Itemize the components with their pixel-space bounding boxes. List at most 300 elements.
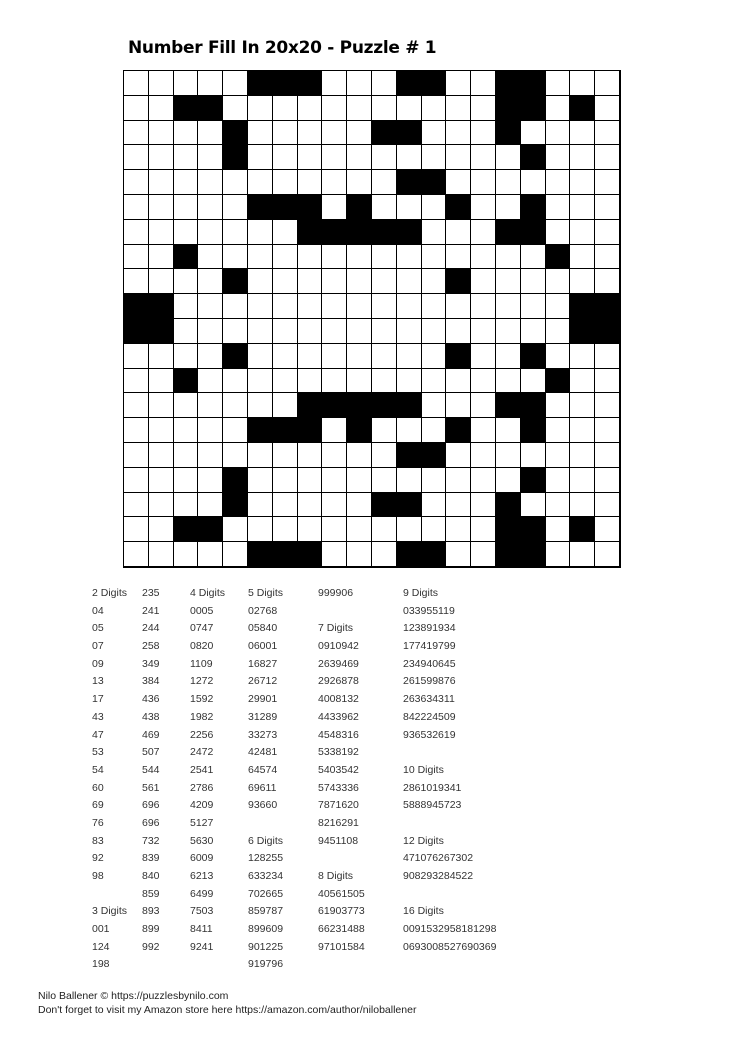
answer-cell[interactable] [397, 96, 422, 121]
answer-cell[interactable] [273, 294, 298, 319]
answer-cell[interactable] [273, 443, 298, 468]
answer-cell[interactable] [546, 542, 571, 567]
answer-cell[interactable] [322, 418, 347, 443]
answer-cell[interactable] [124, 393, 149, 418]
answer-cell[interactable] [124, 71, 149, 96]
answer-cell[interactable] [372, 170, 397, 195]
answer-cell[interactable] [198, 369, 223, 394]
answer-cell[interactable] [570, 443, 595, 468]
answer-cell[interactable] [298, 269, 323, 294]
answer-cell[interactable] [546, 493, 571, 518]
answer-cell[interactable] [372, 517, 397, 542]
answer-cell[interactable] [149, 517, 174, 542]
answer-cell[interactable] [347, 493, 372, 518]
answer-cell[interactable] [223, 170, 248, 195]
answer-cell[interactable] [223, 443, 248, 468]
answer-cell[interactable] [298, 294, 323, 319]
answer-cell[interactable] [372, 71, 397, 96]
answer-cell[interactable] [372, 344, 397, 369]
answer-cell[interactable] [174, 294, 199, 319]
answer-cell[interactable] [174, 393, 199, 418]
answer-cell[interactable] [595, 220, 620, 245]
answer-cell[interactable] [446, 319, 471, 344]
answer-cell[interactable] [496, 145, 521, 170]
answer-cell[interactable] [446, 517, 471, 542]
answer-cell[interactable] [223, 369, 248, 394]
answer-cell[interactable] [347, 443, 372, 468]
answer-cell[interactable] [298, 170, 323, 195]
answer-cell[interactable] [397, 418, 422, 443]
answer-cell[interactable] [546, 195, 571, 220]
answer-cell[interactable] [471, 195, 496, 220]
answer-cell[interactable] [198, 294, 223, 319]
answer-cell[interactable] [546, 294, 571, 319]
answer-cell[interactable] [124, 542, 149, 567]
answer-cell[interactable] [298, 121, 323, 146]
answer-cell[interactable] [298, 493, 323, 518]
answer-cell[interactable] [248, 170, 273, 195]
answer-cell[interactable] [223, 245, 248, 270]
answer-cell[interactable] [595, 145, 620, 170]
answer-cell[interactable] [347, 245, 372, 270]
answer-cell[interactable] [198, 121, 223, 146]
answer-cell[interactable] [198, 245, 223, 270]
answer-cell[interactable] [124, 145, 149, 170]
answer-cell[interactable] [322, 517, 347, 542]
answer-cell[interactable] [372, 96, 397, 121]
answer-cell[interactable] [223, 517, 248, 542]
answer-cell[interactable] [174, 443, 199, 468]
answer-cell[interactable] [322, 319, 347, 344]
answer-cell[interactable] [198, 220, 223, 245]
answer-cell[interactable] [422, 245, 447, 270]
answer-cell[interactable] [546, 517, 571, 542]
answer-cell[interactable] [496, 195, 521, 220]
answer-cell[interactable] [174, 493, 199, 518]
answer-cell[interactable] [570, 245, 595, 270]
answer-cell[interactable] [521, 121, 546, 146]
answer-cell[interactable] [124, 443, 149, 468]
answer-cell[interactable] [372, 269, 397, 294]
answer-cell[interactable] [149, 269, 174, 294]
answer-cell[interactable] [397, 145, 422, 170]
answer-cell[interactable] [595, 468, 620, 493]
answer-cell[interactable] [521, 443, 546, 468]
answer-cell[interactable] [322, 443, 347, 468]
answer-cell[interactable] [347, 294, 372, 319]
answer-cell[interactable] [149, 71, 174, 96]
answer-cell[interactable] [595, 121, 620, 146]
answer-cell[interactable] [198, 443, 223, 468]
answer-cell[interactable] [521, 294, 546, 319]
answer-cell[interactable] [273, 269, 298, 294]
answer-cell[interactable] [223, 96, 248, 121]
answer-cell[interactable] [595, 542, 620, 567]
answer-cell[interactable] [124, 170, 149, 195]
answer-cell[interactable] [273, 145, 298, 170]
answer-cell[interactable] [198, 493, 223, 518]
answer-cell[interactable] [198, 145, 223, 170]
answer-cell[interactable] [570, 542, 595, 567]
answer-cell[interactable] [273, 245, 298, 270]
answer-cell[interactable] [124, 195, 149, 220]
answer-cell[interactable] [248, 468, 273, 493]
answer-cell[interactable] [570, 393, 595, 418]
answer-cell[interactable] [198, 195, 223, 220]
answer-cell[interactable] [347, 71, 372, 96]
answer-cell[interactable] [446, 468, 471, 493]
answer-cell[interactable] [149, 542, 174, 567]
answer-cell[interactable] [471, 220, 496, 245]
answer-cell[interactable] [322, 294, 347, 319]
answer-cell[interactable] [347, 517, 372, 542]
answer-cell[interactable] [422, 96, 447, 121]
answer-cell[interactable] [347, 96, 372, 121]
answer-cell[interactable] [322, 170, 347, 195]
answer-cell[interactable] [471, 344, 496, 369]
answer-cell[interactable] [595, 344, 620, 369]
answer-cell[interactable] [273, 493, 298, 518]
answer-cell[interactable] [372, 443, 397, 468]
answer-cell[interactable] [471, 145, 496, 170]
answer-cell[interactable] [471, 542, 496, 567]
answer-cell[interactable] [422, 344, 447, 369]
answer-cell[interactable] [521, 369, 546, 394]
answer-cell[interactable] [273, 344, 298, 369]
answer-cell[interactable] [298, 145, 323, 170]
answer-cell[interactable] [347, 542, 372, 567]
answer-cell[interactable] [149, 245, 174, 270]
answer-cell[interactable] [595, 369, 620, 394]
answer-cell[interactable] [471, 418, 496, 443]
answer-cell[interactable] [248, 245, 273, 270]
answer-cell[interactable] [124, 369, 149, 394]
answer-cell[interactable] [223, 418, 248, 443]
answer-cell[interactable] [422, 319, 447, 344]
answer-cell[interactable] [397, 195, 422, 220]
answer-cell[interactable] [124, 493, 149, 518]
answer-cell[interactable] [124, 344, 149, 369]
answer-cell[interactable] [322, 542, 347, 567]
answer-cell[interactable] [471, 71, 496, 96]
answer-cell[interactable] [248, 344, 273, 369]
answer-cell[interactable] [273, 319, 298, 344]
answer-cell[interactable] [347, 121, 372, 146]
answer-cell[interactable] [422, 145, 447, 170]
answer-cell[interactable] [422, 468, 447, 493]
answer-cell[interactable] [422, 393, 447, 418]
answer-cell[interactable] [422, 493, 447, 518]
answer-cell[interactable] [174, 71, 199, 96]
answer-cell[interactable] [248, 319, 273, 344]
answer-cell[interactable] [471, 96, 496, 121]
answer-cell[interactable] [546, 71, 571, 96]
answer-cell[interactable] [347, 468, 372, 493]
answer-cell[interactable] [595, 393, 620, 418]
answer-cell[interactable] [174, 170, 199, 195]
answer-cell[interactable] [595, 269, 620, 294]
answer-cell[interactable] [446, 294, 471, 319]
answer-cell[interactable] [248, 145, 273, 170]
answer-cell[interactable] [223, 71, 248, 96]
answer-cell[interactable] [223, 220, 248, 245]
answer-cell[interactable] [372, 418, 397, 443]
answer-cell[interactable] [546, 344, 571, 369]
answer-cell[interactable] [496, 468, 521, 493]
answer-cell[interactable] [198, 542, 223, 567]
answer-cell[interactable] [124, 517, 149, 542]
answer-cell[interactable] [322, 96, 347, 121]
answer-cell[interactable] [174, 269, 199, 294]
answer-cell[interactable] [198, 344, 223, 369]
answer-cell[interactable] [570, 493, 595, 518]
answer-cell[interactable] [546, 145, 571, 170]
answer-cell[interactable] [372, 319, 397, 344]
answer-cell[interactable] [496, 443, 521, 468]
answer-cell[interactable] [248, 393, 273, 418]
answer-cell[interactable] [521, 493, 546, 518]
answer-cell[interactable] [347, 369, 372, 394]
answer-cell[interactable] [372, 145, 397, 170]
answer-cell[interactable] [595, 96, 620, 121]
answer-cell[interactable] [124, 269, 149, 294]
answer-cell[interactable] [471, 369, 496, 394]
answer-cell[interactable] [248, 369, 273, 394]
answer-cell[interactable] [298, 319, 323, 344]
answer-cell[interactable] [595, 71, 620, 96]
answer-cell[interactable] [397, 245, 422, 270]
answer-cell[interactable] [174, 121, 199, 146]
answer-cell[interactable] [124, 418, 149, 443]
answer-cell[interactable] [298, 96, 323, 121]
answer-cell[interactable] [149, 170, 174, 195]
answer-cell[interactable] [372, 468, 397, 493]
answer-cell[interactable] [372, 195, 397, 220]
answer-cell[interactable] [124, 121, 149, 146]
answer-cell[interactable] [298, 369, 323, 394]
answer-cell[interactable] [422, 517, 447, 542]
answer-cell[interactable] [446, 245, 471, 270]
answer-cell[interactable] [471, 245, 496, 270]
answer-cell[interactable] [422, 418, 447, 443]
answer-cell[interactable] [322, 145, 347, 170]
answer-cell[interactable] [174, 319, 199, 344]
answer-cell[interactable] [397, 294, 422, 319]
answer-cell[interactable] [174, 468, 199, 493]
answer-cell[interactable] [149, 96, 174, 121]
answer-cell[interactable] [570, 369, 595, 394]
answer-cell[interactable] [446, 542, 471, 567]
answer-cell[interactable] [546, 443, 571, 468]
answer-cell[interactable] [397, 319, 422, 344]
answer-cell[interactable] [446, 145, 471, 170]
answer-cell[interactable] [595, 245, 620, 270]
answer-cell[interactable] [322, 245, 347, 270]
answer-cell[interactable] [521, 319, 546, 344]
answer-cell[interactable] [397, 369, 422, 394]
answer-cell[interactable] [322, 195, 347, 220]
answer-cell[interactable] [248, 294, 273, 319]
answer-cell[interactable] [298, 245, 323, 270]
answer-cell[interactable] [198, 71, 223, 96]
answer-cell[interactable] [471, 319, 496, 344]
answer-cell[interactable] [446, 121, 471, 146]
answer-cell[interactable] [273, 468, 298, 493]
answer-cell[interactable] [248, 121, 273, 146]
answer-cell[interactable] [273, 96, 298, 121]
answer-cell[interactable] [149, 121, 174, 146]
answer-cell[interactable] [149, 195, 174, 220]
answer-cell[interactable] [446, 393, 471, 418]
answer-cell[interactable] [198, 393, 223, 418]
answer-cell[interactable] [298, 517, 323, 542]
answer-cell[interactable] [595, 443, 620, 468]
answer-cell[interactable] [223, 319, 248, 344]
answer-cell[interactable] [322, 369, 347, 394]
answer-cell[interactable] [149, 493, 174, 518]
answer-cell[interactable] [397, 468, 422, 493]
answer-cell[interactable] [347, 170, 372, 195]
answer-cell[interactable] [570, 121, 595, 146]
answer-cell[interactable] [570, 344, 595, 369]
answer-cell[interactable] [570, 145, 595, 170]
answer-cell[interactable] [546, 418, 571, 443]
answer-cell[interactable] [446, 443, 471, 468]
answer-cell[interactable] [322, 493, 347, 518]
answer-cell[interactable] [298, 344, 323, 369]
answer-cell[interactable] [446, 96, 471, 121]
answer-cell[interactable] [496, 319, 521, 344]
answer-cell[interactable] [273, 220, 298, 245]
answer-cell[interactable] [397, 344, 422, 369]
answer-cell[interactable] [496, 344, 521, 369]
answer-cell[interactable] [174, 195, 199, 220]
answer-cell[interactable] [273, 170, 298, 195]
answer-cell[interactable] [322, 468, 347, 493]
answer-cell[interactable] [546, 393, 571, 418]
answer-cell[interactable] [273, 121, 298, 146]
answer-cell[interactable] [174, 542, 199, 567]
answer-cell[interactable] [496, 294, 521, 319]
answer-cell[interactable] [198, 269, 223, 294]
answer-cell[interactable] [198, 170, 223, 195]
answer-cell[interactable] [446, 220, 471, 245]
answer-cell[interactable] [521, 269, 546, 294]
answer-cell[interactable] [198, 468, 223, 493]
answer-cell[interactable] [248, 96, 273, 121]
answer-cell[interactable] [372, 294, 397, 319]
answer-cell[interactable] [322, 121, 347, 146]
answer-cell[interactable] [149, 418, 174, 443]
answer-cell[interactable] [372, 245, 397, 270]
answer-cell[interactable] [223, 294, 248, 319]
answer-cell[interactable] [124, 245, 149, 270]
answer-cell[interactable] [223, 393, 248, 418]
answer-cell[interactable] [546, 170, 571, 195]
answer-cell[interactable] [570, 269, 595, 294]
answer-cell[interactable] [546, 319, 571, 344]
answer-cell[interactable] [149, 145, 174, 170]
answer-cell[interactable] [422, 121, 447, 146]
answer-cell[interactable] [595, 195, 620, 220]
answer-cell[interactable] [397, 269, 422, 294]
answer-cell[interactable] [546, 220, 571, 245]
answer-cell[interactable] [322, 71, 347, 96]
answer-cell[interactable] [322, 344, 347, 369]
answer-cell[interactable] [570, 418, 595, 443]
answer-cell[interactable] [422, 269, 447, 294]
answer-cell[interactable] [248, 493, 273, 518]
answer-cell[interactable] [471, 170, 496, 195]
answer-cell[interactable] [471, 517, 496, 542]
answer-cell[interactable] [149, 393, 174, 418]
answer-cell[interactable] [471, 493, 496, 518]
answer-cell[interactable] [397, 517, 422, 542]
answer-cell[interactable] [496, 245, 521, 270]
answer-cell[interactable] [149, 468, 174, 493]
answer-cell[interactable] [471, 443, 496, 468]
answer-cell[interactable] [248, 269, 273, 294]
answer-cell[interactable] [174, 220, 199, 245]
answer-cell[interactable] [372, 369, 397, 394]
answer-cell[interactable] [546, 269, 571, 294]
answer-cell[interactable] [149, 443, 174, 468]
answer-cell[interactable] [322, 269, 347, 294]
answer-cell[interactable] [347, 344, 372, 369]
answer-cell[interactable] [521, 245, 546, 270]
answer-cell[interactable] [347, 145, 372, 170]
answer-cell[interactable] [570, 220, 595, 245]
answer-cell[interactable] [298, 443, 323, 468]
answer-cell[interactable] [595, 418, 620, 443]
answer-cell[interactable] [149, 369, 174, 394]
answer-cell[interactable] [570, 468, 595, 493]
answer-cell[interactable] [174, 145, 199, 170]
answer-cell[interactable] [471, 269, 496, 294]
answer-cell[interactable] [422, 195, 447, 220]
answer-cell[interactable] [124, 96, 149, 121]
answer-cell[interactable] [471, 468, 496, 493]
answer-cell[interactable] [174, 418, 199, 443]
answer-cell[interactable] [248, 220, 273, 245]
answer-cell[interactable] [198, 418, 223, 443]
answer-cell[interactable] [248, 517, 273, 542]
answer-cell[interactable] [124, 468, 149, 493]
answer-cell[interactable] [496, 418, 521, 443]
answer-cell[interactable] [347, 269, 372, 294]
answer-cell[interactable] [471, 393, 496, 418]
answer-cell[interactable] [273, 517, 298, 542]
answer-cell[interactable] [570, 195, 595, 220]
answer-cell[interactable] [223, 195, 248, 220]
answer-cell[interactable] [446, 493, 471, 518]
answer-cell[interactable] [223, 542, 248, 567]
answer-cell[interactable] [422, 294, 447, 319]
answer-cell[interactable] [521, 170, 546, 195]
answer-cell[interactable] [595, 493, 620, 518]
answer-cell[interactable] [471, 294, 496, 319]
answer-cell[interactable] [422, 220, 447, 245]
answer-cell[interactable] [149, 344, 174, 369]
answer-cell[interactable] [595, 517, 620, 542]
answer-cell[interactable] [248, 443, 273, 468]
answer-cell[interactable] [471, 121, 496, 146]
answer-cell[interactable] [149, 220, 174, 245]
answer-cell[interactable] [595, 170, 620, 195]
answer-cell[interactable] [496, 269, 521, 294]
answer-cell[interactable] [496, 170, 521, 195]
answer-cell[interactable] [198, 319, 223, 344]
